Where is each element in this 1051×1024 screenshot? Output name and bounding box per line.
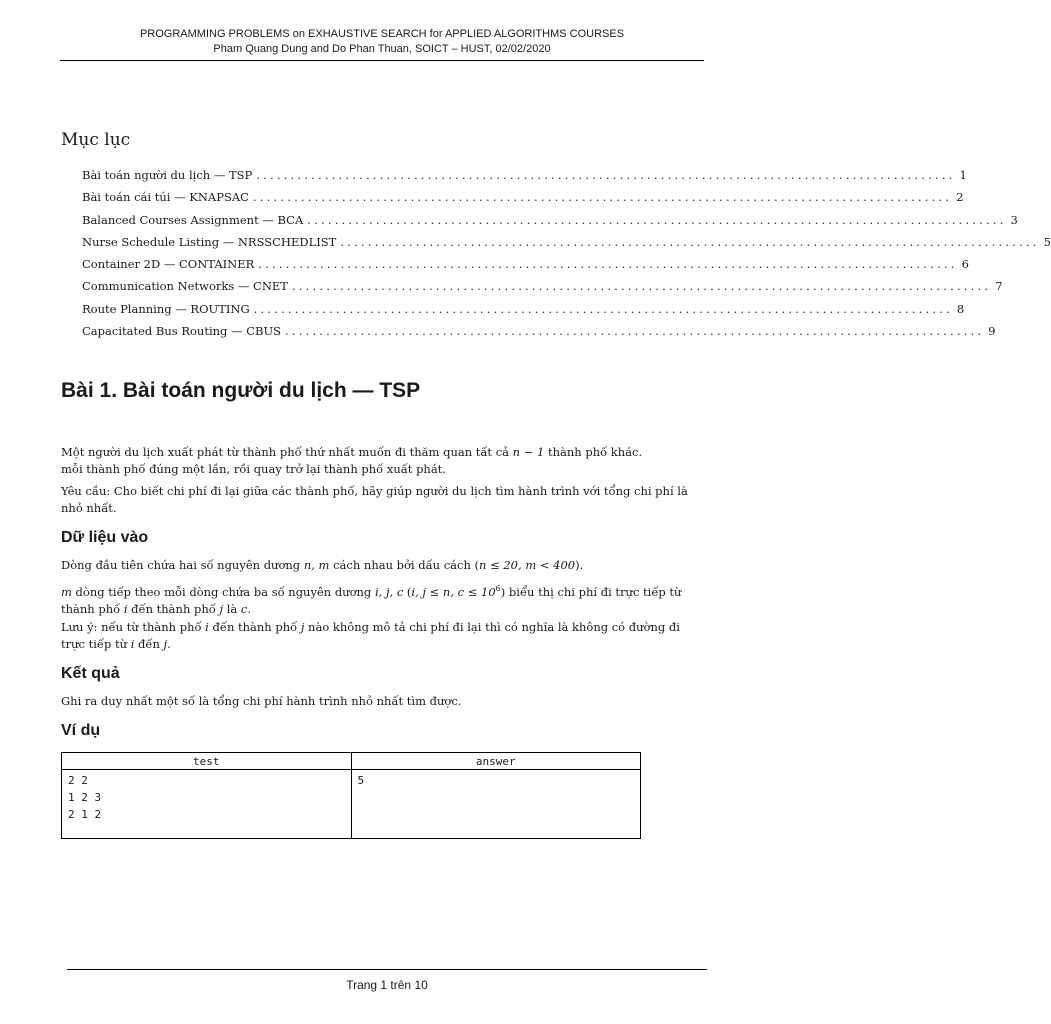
toc-leader-dots: ...................................................................................................... [252,190,953,205]
example-table [61,752,641,839]
input-math: i, j ≤ n, c ≤ 10 [411,584,496,599]
note-text: đến [134,637,164,651]
toc-leader-dots: ...................................................................................................... [256,168,956,182]
toc-leader-dots: ...................................................................................................... [291,279,992,294]
note-text: đến thành phố [208,620,301,634]
example-heading: Ví dụ [61,722,101,739]
toc-item-page: 1 [959,168,967,182]
input-text: ( [403,584,412,599]
input-exponent: 6 [495,584,501,593]
toc-item[interactable] [82,257,969,279]
table-of-contents [82,168,1051,346]
test-cell [62,770,352,839]
input-line-1 [61,557,701,574]
header-authors: Pham Quang Dung and Do Phan Thuan, SOICT – HUST, 02/02/2020 [213,43,551,55]
answer-line: 5 [357,774,365,787]
header-course-title: PROGRAMMING PROBLEMS on EXHAUSTIVE SEARCH for APPLIED ALGORITHMS COURSES [139,28,625,40]
input-text: Dòng đầu tiên chứa hai số nguyên dương [61,558,304,572]
table-header-row [62,753,641,770]
column-header-answer: answer [351,753,641,770]
problem-requirement: Yêu cầu: Cho biết chi phí đi lại giữa các thành phố, hãy giúp người du lịch tìm hành trình với tổng chi phí là nhỏ nhất. [61,484,688,515]
input-math: n ≤ 20, m < 400 [479,558,576,572]
input-math: i, j, c [374,584,404,599]
toc-item-page: 7 [995,279,1003,294]
toc-item-page: 9 [988,324,996,339]
toc-item-page: 2 [956,190,964,205]
toc-leader-dots: ...................................................................................................... [340,234,1040,249]
toc-item-label: Capacitated Bus Routing — CBUS [82,324,282,339]
toc-item[interactable] [82,324,996,346]
page-number: Trang 1 trên 10 [346,978,428,992]
toc-item-label: Bài toán cái túi — KNAPSAC [82,190,249,205]
toc-leader-dots: ...................................................................................................... [285,324,985,339]
toc-leader-dots: ...................................................................................................... [253,301,953,316]
table-row [62,770,641,839]
toc-item[interactable] [82,301,965,324]
input-math: i [123,601,128,616]
toc-item[interactable] [82,234,1051,257]
input-text: ). [575,558,584,572]
intro-text: thành phố khác. [544,445,643,459]
input-text: dòng tiếp theo mỗi dòng chứa ba số nguyên dương [71,584,375,599]
toc-leader-dots: ...................................................................................................... [307,212,1007,227]
test-line: 2 2 [68,774,88,787]
note-text: Lưu ý: nếu từ thành phố [61,620,206,634]
toc-item[interactable] [82,279,1003,301]
test-line: 1 2 3 [68,791,102,804]
note-math: j [300,620,305,634]
intro-text: mỗi thành phố đúng một lần, rồi quay trở lại thành phố xuất phát. [61,462,446,476]
input-note [61,619,701,653]
input-text: . [247,601,252,616]
column-header-test: test [62,753,352,770]
toc-item-page: 5 [1043,234,1051,249]
toc-item-page: 6 [961,257,969,272]
toc-leader-dots: ...................................................................................................... [258,257,958,272]
intro-text: Một người du lịch xuất phát từ thành phố thứ nhất muốn đi thăm quan tất cả [61,445,513,459]
note-text: . [167,637,171,651]
output-heading: Kết quả [61,665,120,682]
toc-item-label: Balanced Courses Assignment — BCA [82,212,304,227]
input-text: ) biểu thị chi phí đi trực tiếp từ thành phố [61,584,682,616]
intro-math: n − 1 [512,445,545,459]
output-text: Ghi ra duy nhất một số là tổng chi phí hành trình nhỏ nhất tìm được. [61,694,462,708]
toc-item[interactable] [82,190,964,212]
toc-item-label: Bài toán người du lịch — TSP [82,168,253,182]
problem-title: Bài 1. Bài toán người du lịch — TSP [61,379,421,402]
toc-item-page: 3 [1010,212,1018,227]
toc-item[interactable] [82,212,1018,235]
toc-item-label: Route Planning — ROUTING [82,301,250,316]
answer-cell [351,770,641,839]
input-math: n, m [303,558,330,572]
note-text: nào không mô tả chi phí đi lại thì có nghĩa là không có đường đi trực tiếp từ [61,620,680,651]
toc-item-label: Communication Networks — CNET [82,279,288,294]
page-header [60,27,704,57]
input-heading: Dữ liệu vào [61,529,149,546]
footer-rule [67,969,707,970]
toc-item[interactable] [82,168,967,190]
note-math: i [130,637,135,651]
input-math: m [61,584,72,599]
toc-title: Mục lục [61,130,131,150]
toc-item-label: Nurse Schedule Listing — NRSSCHEDLIST [82,234,337,249]
input-line-2 [61,580,701,618]
note-math: i [205,620,209,634]
test-line: 2 1 2 [68,808,102,821]
problem-intro [61,444,701,478]
note-math: j [163,637,168,651]
input-text: đến thành phố [127,601,220,616]
input-text: là [223,601,241,616]
header-rule [60,60,704,61]
toc-item-label: Container 2D — CONTAINER [82,257,255,272]
input-math: c [240,601,248,616]
input-math: j [219,601,224,616]
input-text: cách nhau bởi dấu cách ( [329,558,480,572]
toc-item-page: 8 [956,301,965,316]
